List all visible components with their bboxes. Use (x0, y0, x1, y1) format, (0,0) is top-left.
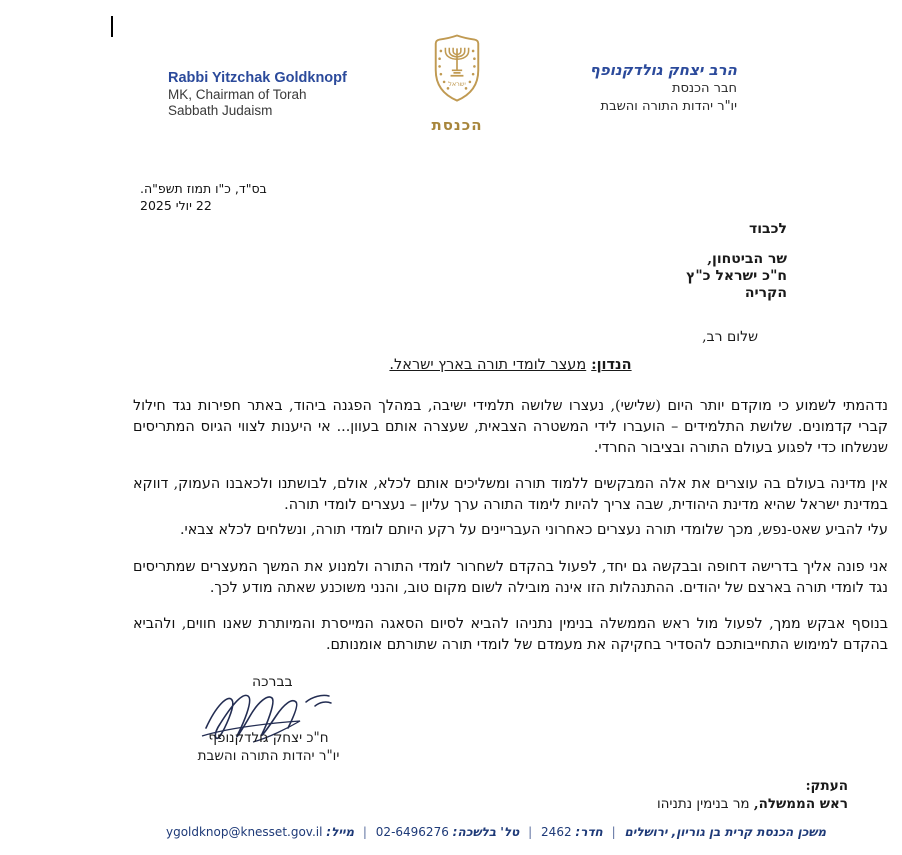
paragraph: נדהמתי לשמוע כי מוקדם יותר היום (שלישי), נעצרו שלושה תלמידי ישיבה, במהלך הפגנה ביהוד, באתר חפירות נגד חילול קברי קדמונים. שלושת התלמידים – הועברו לידי המשטרה הצבאית, שעצרה אותם בעוון... אי היענות לצווי הגיוס המתריסים שנשלחו כדי לפגוע בעולם התורה ובציבור החרדי. (133, 398, 888, 456)
copy-recipient-name: מר בנימין נתניהו (656, 796, 754, 812)
letterhead-hebrew (477, 60, 737, 116)
footer-email-label: מייל: (326, 825, 355, 839)
emblem-inner-text: ישראל (448, 79, 466, 88)
sender-title-english-line2: Sabbath Judaism (168, 103, 273, 118)
footer-room-label: חדר: (575, 825, 603, 839)
sender-title-hebrew-line2: יו"ר יהדות התורה והשבת (600, 99, 737, 114)
valediction: בברכה (252, 674, 293, 690)
addressee-line: הקריה (744, 285, 787, 301)
sender-title-english-line1: MK, Chairman of Torah (168, 87, 307, 102)
copy-recipient (657, 795, 848, 813)
emblem-label: הכנסת (431, 116, 483, 134)
sender-name-hebrew: הרב יצחק גולדקנופף (589, 61, 737, 79)
addressee-line: ח"כ ישראל כ"ץ (686, 268, 787, 284)
footer-contact-bar (0, 825, 902, 839)
addressee-block (686, 221, 787, 302)
subject-line (133, 356, 888, 373)
civil-date: 22 יולי 2025 (140, 198, 212, 213)
copy-block (657, 777, 848, 813)
footer-email[interactable]: ygoldknop@knesset.gov.il (165, 825, 323, 839)
footer-phone-label: טל' בלשכה: (452, 825, 520, 839)
footer-phone-number: 02-6496276 (375, 825, 449, 839)
paragraph: אין מדינה בעולם בה עוצרים את אלה המבקשים ללמוד תורה ומשליכים אותם לכלא, אולם, לבושתנו ולכאבנו העמוק, דווקא במדינת ישראל שהיא מדינת היהודית, שבה צריך להיות לימוד התורה ערך עליון – נעצרים לומדי תורה. (133, 476, 888, 513)
paragraph: אני פונה אליך בדרישה דחופה ובבקשה גם יחד, לפעול בהקדם לשחרור לומדי התורה ולמנוע את המשך המעצרים שמתריסים נגד לומדי תורה בארצם של יהודים. ההתנהלות הזו אינה מובילה לשום מקום טוב, והנני משוכנע שאתה מודע לכך. (133, 559, 888, 596)
sender-title-hebrew-line1: חבר הכנסת (671, 81, 737, 96)
greeting: שלום רב, (702, 329, 758, 345)
subject-label: הנדון: (591, 356, 632, 373)
addressee-salutation: לכבוד (749, 221, 787, 237)
footer-address: משכן הכנסת קרית בן גוריון, ירושלים (624, 825, 827, 839)
text-cursor (111, 16, 113, 37)
signer-title: יו"ר יהדות התורה והשבת (197, 747, 340, 764)
letterhead-english (168, 70, 398, 119)
signer-name: ח"כ יצחק גולדקנופף (208, 730, 329, 746)
paragraph: עלי להביע שאט-נפש, מכך שלומדי תורה נעצרים כאחרוני העבריינים על רקע היותם לומדי תורה, ונשלחים לכלא צבאי. (179, 522, 888, 538)
hebrew-date: בס"ד, כ"ו תמוז תשפ"ה. (140, 181, 267, 196)
footer-room-number: 2462 (541, 825, 572, 839)
addressee-line: שר הביטחון, (707, 251, 787, 267)
footer-separator: | (528, 825, 533, 839)
subject-text: מעצר לומדי תורה בארץ ישראל. (389, 357, 587, 373)
copy-recipient-role: ראש הממשלה, (753, 796, 848, 812)
sender-name-english: Rabbi Yitzchak Goldknopf (168, 70, 347, 86)
signer-block (181, 730, 356, 765)
footer-separator: | (362, 825, 367, 839)
paragraph: בנוסף אבקש ממך, לפעול מול ראש הממשלה בנימין נתניהו להביא לסיום הסאגה המייסרת והמיותרת שאנו חווים, ולהביא בהקדם למימוש התחייבותכם להסדיר בחקיקה את מעמדם של לומדי תורה שתורתם אומנותם. (133, 616, 888, 653)
copy-label: העתק: (805, 778, 848, 794)
letter-body (133, 396, 888, 671)
footer-separator: | (611, 825, 616, 839)
date-block (140, 180, 300, 214)
